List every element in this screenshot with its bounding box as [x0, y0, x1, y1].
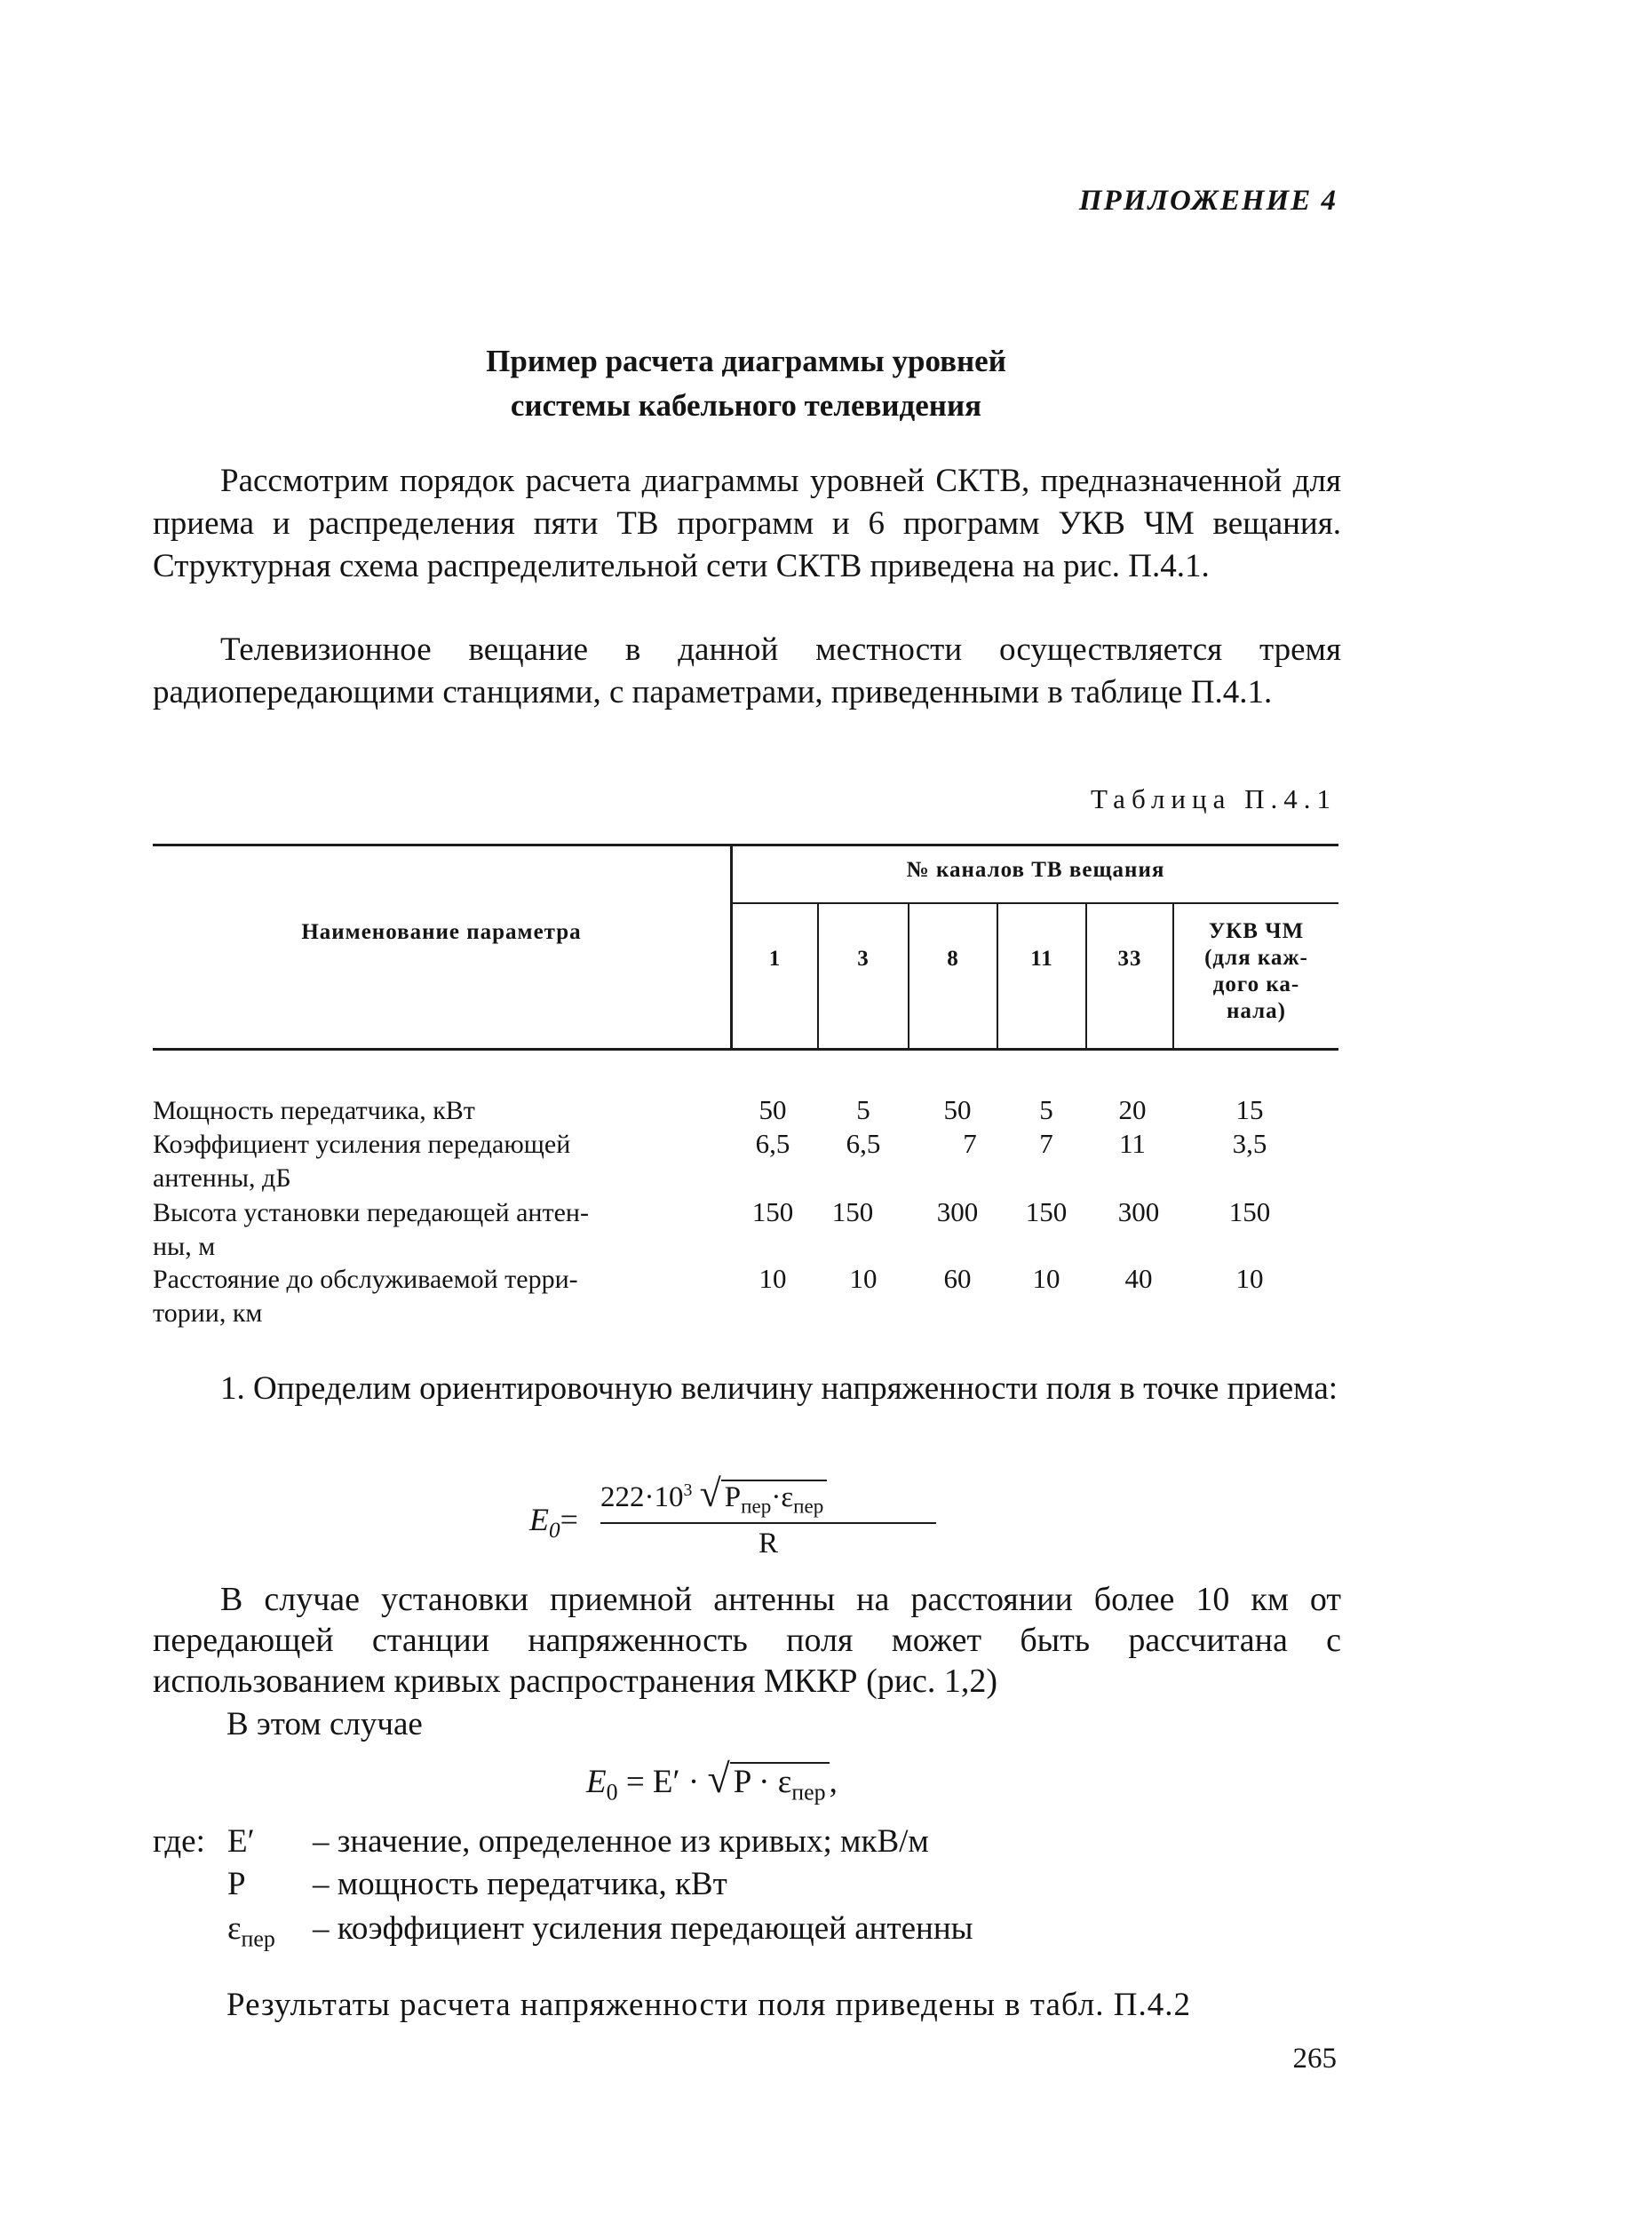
- channel-header-11: 11: [1030, 947, 1053, 971]
- table-cell: 20: [1118, 1094, 1147, 1125]
- formula-e0-symbol: E: [529, 1502, 549, 1537]
- def-text-eps: – коэффициент усиления передающей антенны: [313, 1910, 973, 1947]
- intro-text: Рассмотрим порядок расчета диаграммы уровней СКТВ, предназначенной для приема и распределения пяти ТВ программ и 6 программ УКВ ЧМ вещания. Структурная схема распределительной сети СКТВ приведена на рис. П.4.1.: [153, 463, 1341, 584]
- row-label-distance: [153, 1263, 703, 1330]
- this-case-text: В этом случае: [226, 1706, 423, 1742]
- row-label-distance-line-1: Расстояние до обслуживаемой терри-: [153, 1265, 578, 1294]
- table-caption: Таблица П.4.1: [1091, 783, 1337, 814]
- page-title: [338, 339, 1155, 428]
- table-channels-rule: [730, 902, 1338, 904]
- table-cell: 5: [1039, 1094, 1053, 1125]
- formula2-tail: ,: [829, 1764, 838, 1800]
- row-label-power: [153, 1094, 703, 1128]
- table-cell: 15: [1235, 1094, 1264, 1125]
- def-symbol-p: P: [227, 1866, 246, 1902]
- table-cell: 150: [751, 1196, 794, 1227]
- table-cell: 10: [1032, 1263, 1060, 1294]
- def-symbol-eps: [227, 1909, 275, 1952]
- table-cell: 11: [1119, 1128, 1146, 1159]
- formula2-root-body: [730, 1762, 830, 1805]
- formula-e0-subscript: 0: [549, 1519, 560, 1544]
- channels-header: № каналов ТВ вещания: [906, 858, 1165, 882]
- row-label-power-text: Мощность передатчика, кВт: [153, 1096, 475, 1125]
- table-cell: 7: [1039, 1128, 1053, 1159]
- formula-root-p: P: [724, 1481, 742, 1513]
- formula-root-p-sub: пер: [741, 1494, 772, 1518]
- intro-paragraph: [153, 460, 1341, 588]
- table-cell: 6,5: [846, 1128, 881, 1159]
- formula-e0-lhs: $E_0=$: [529, 1502, 578, 1544]
- table-header-bottom-rule: [153, 1048, 1338, 1051]
- table-vrule-4: [1085, 902, 1087, 1051]
- channel-header-8: 8: [947, 947, 959, 971]
- param-header: Наименование параметра: [301, 920, 582, 944]
- step1-paragraph: [153, 1368, 1341, 1410]
- table-vrule-1: [817, 902, 819, 1051]
- formula2-root: P · ε: [733, 1764, 792, 1800]
- formula2-e0-subscript: 0: [606, 1779, 618, 1805]
- def-text-p: – мощность передатчика, кВт: [313, 1866, 727, 1902]
- ukv-header: [1174, 918, 1338, 1025]
- table-cell: 50: [943, 1094, 972, 1125]
- table-vrule-3: [997, 902, 998, 1051]
- curves-paragraph: [153, 1579, 1341, 1702]
- formula-e0-curves: $E_0 = E'$ · √ $P \cdot \varepsilon_{пер}$ ,: [586, 1756, 838, 1805]
- table-cell: 50: [758, 1094, 787, 1125]
- table-cell: 40: [1124, 1263, 1153, 1294]
- broadcast-paragraph: [153, 629, 1341, 714]
- ukv-header-line-3: дого ка-: [1212, 972, 1300, 996]
- table-cell: 3,5: [1232, 1128, 1267, 1159]
- formula2-root-sub: пер: [791, 1779, 826, 1805]
- page-number: 265: [1292, 2043, 1337, 2075]
- formula-denominator: R: [758, 1528, 778, 1559]
- def-eps-subscript: пер: [241, 1925, 275, 1952]
- row-label-height-line-2: ны, м: [153, 1232, 216, 1261]
- row-label-height-line-1: Высота установки передающей антен-: [153, 1198, 589, 1227]
- def-eps-symbol: ε: [227, 1910, 242, 1947]
- title-line-1: Пример расчета диаграммы уровней: [486, 344, 1006, 378]
- table-cell: 150: [831, 1196, 874, 1227]
- table-cell: 10: [849, 1263, 878, 1294]
- ukv-header-line-1: УКВ ЧМ: [1208, 919, 1305, 943]
- def-symbol-e-prime: E′: [227, 1823, 255, 1860]
- formula-root-eps-sub: пер: [793, 1494, 824, 1518]
- formula-num-exponent: 3: [683, 1480, 693, 1500]
- table-cell: 5: [856, 1094, 870, 1125]
- result-text: Результаты расчета напряженности поля приведены в табл. П.4.2: [226, 1987, 1191, 2023]
- table-cell: 10: [758, 1263, 787, 1294]
- formula-root-body: $P_{пер}\cdot\varepsilon_{пер}$: [721, 1480, 828, 1513]
- table-cell: 7: [963, 1128, 977, 1159]
- row-label-gain: [153, 1128, 703, 1195]
- table-cell: 150: [1228, 1196, 1271, 1227]
- step1-text: 1. Определим ориентировочную величину напряженности поля в точке приема:: [220, 1370, 1338, 1407]
- table-cell: 300: [936, 1196, 979, 1227]
- row-label-gain-line-1: Коэффициент усиления передающей: [153, 1130, 571, 1159]
- ukv-header-line-4: нала): [1227, 999, 1286, 1023]
- curves-text: В случае установки приемной антенны на расстоянии более 10 км от передающей станции напряженность поля может быть рассчитана с использованием кривых распространения МККР (рис. 1,2): [153, 1581, 1341, 1700]
- def-text-e-prime: – значение, определенное из кривых; мкВ/м: [313, 1823, 929, 1860]
- table-cell: 150: [1025, 1196, 1068, 1227]
- formula-fraction-bar: [600, 1522, 936, 1524]
- table-top-rule: [153, 844, 1338, 846]
- title-line-2: системы кабельного телевидения: [510, 388, 982, 423]
- formula-e0-numerator: $222\cdot 10^3$ √ $P_{пер}\cdot\varepsilon_{пер}$: [600, 1471, 827, 1519]
- formula-num-coefficient: 222·10: [600, 1481, 684, 1513]
- table-cell: 300: [1117, 1196, 1160, 1227]
- where-label: где:: [153, 1823, 205, 1860]
- row-label-height: [153, 1196, 703, 1264]
- formula2-e0-symbol: E: [586, 1764, 607, 1800]
- appendix-heading: ПРИЛОЖЕНИЕ 4: [1078, 185, 1338, 217]
- channel-header-33: 33: [1117, 947, 1142, 971]
- channel-header-1: 1: [768, 947, 782, 971]
- row-label-gain-line-2: антенны, дБ: [153, 1163, 291, 1193]
- formula2-eq: = E′ ·: [625, 1764, 700, 1800]
- table-cell: 60: [943, 1263, 972, 1294]
- row-label-distance-line-2: тории, км: [153, 1298, 263, 1328]
- broadcast-text: Телевизионное вещание в данной местности осуществляется тремя радиопередающими станциями, с параметрами, приведенными в таблице П.4.1.: [153, 631, 1341, 710]
- table-cell: 6,5: [755, 1128, 790, 1159]
- table-cell: 10: [1235, 1263, 1264, 1294]
- formula-root-eps: ε: [781, 1481, 794, 1513]
- ukv-header-line-2: (для каж-: [1204, 946, 1308, 970]
- channel-header-3: 3: [857, 947, 870, 971]
- table-vrule-2: [908, 902, 909, 1051]
